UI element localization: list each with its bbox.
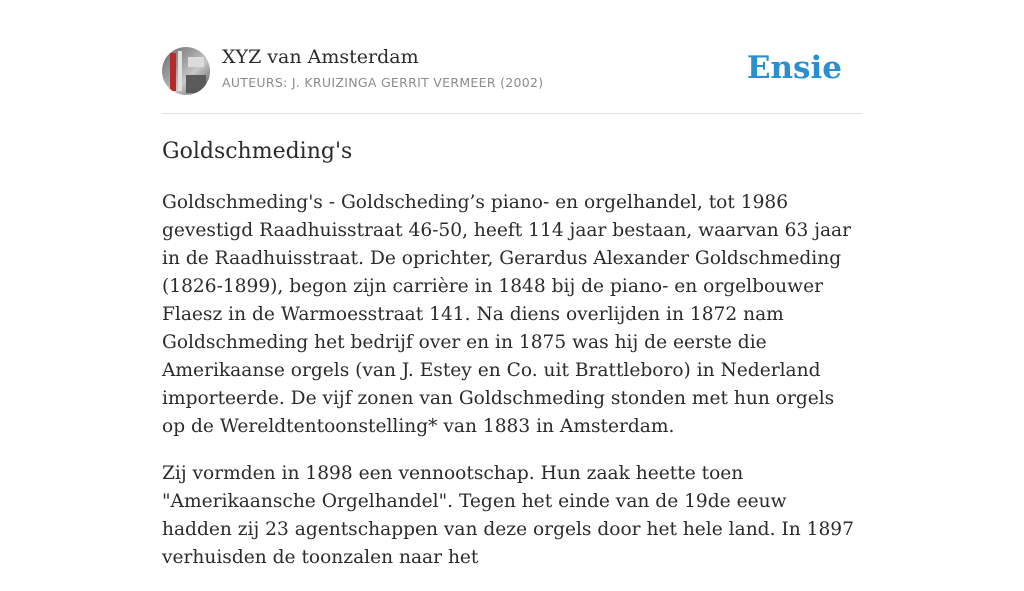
ensie-logo[interactable]: Ensie (746, 50, 842, 86)
avatar-detail (178, 51, 182, 91)
article-paragraph: Goldschmeding's - Goldscheding’s piano- en orgelhandel, tot 1986 gevestigd Raadhuisstraat 46-50, heeft 114 jaar bestaan, waarvan 63 jaar in de Raadhuisstraat. De oprichter, Gerardus Alexander Goldschmeding (1826-1899), begon zijn carrière in 1848 bij de piano- en orgelbouwer Flaesz in de Warmoesstraat 141. Na diens overlijden in 1872 nam Goldschmeding het bedrijf over en in 1875 was hij de eerste die Amerikaanse orgels (van J. Estey en Co. uit Brattleboro) in Nederland importeerde. De vijf zonen van Goldschmeding stonden met hun orgels op de Wereldtentoonstelling* van 1883 in Amsterdam. (162, 192, 852, 437)
book-cover-avatar[interactable] (162, 47, 210, 95)
article-title: Goldschmeding's (162, 139, 353, 164)
authors-line: AUTEURS: J. KRUIZINGA GERRIT VERMEER (2002) (222, 75, 544, 90)
article-paragraph: Zij vormden in 1898 een vennootschap. Hun zaak heette toen "Amerikaansche Orgelhandel". Tegen het einde van de 19de eeuw hadden zij 23 agentschappen van deze orgels door het hele land. In 1897 verhuisden de toonzalen naar het (162, 463, 854, 568)
source-header (162, 46, 862, 96)
article-body (162, 189, 862, 591)
header-divider (162, 113, 862, 114)
avatar-detail (170, 53, 176, 91)
avatar-detail (188, 57, 204, 67)
avatar-detail (186, 75, 206, 93)
source-title-link[interactable]: XYZ van Amsterdam (222, 46, 419, 68)
